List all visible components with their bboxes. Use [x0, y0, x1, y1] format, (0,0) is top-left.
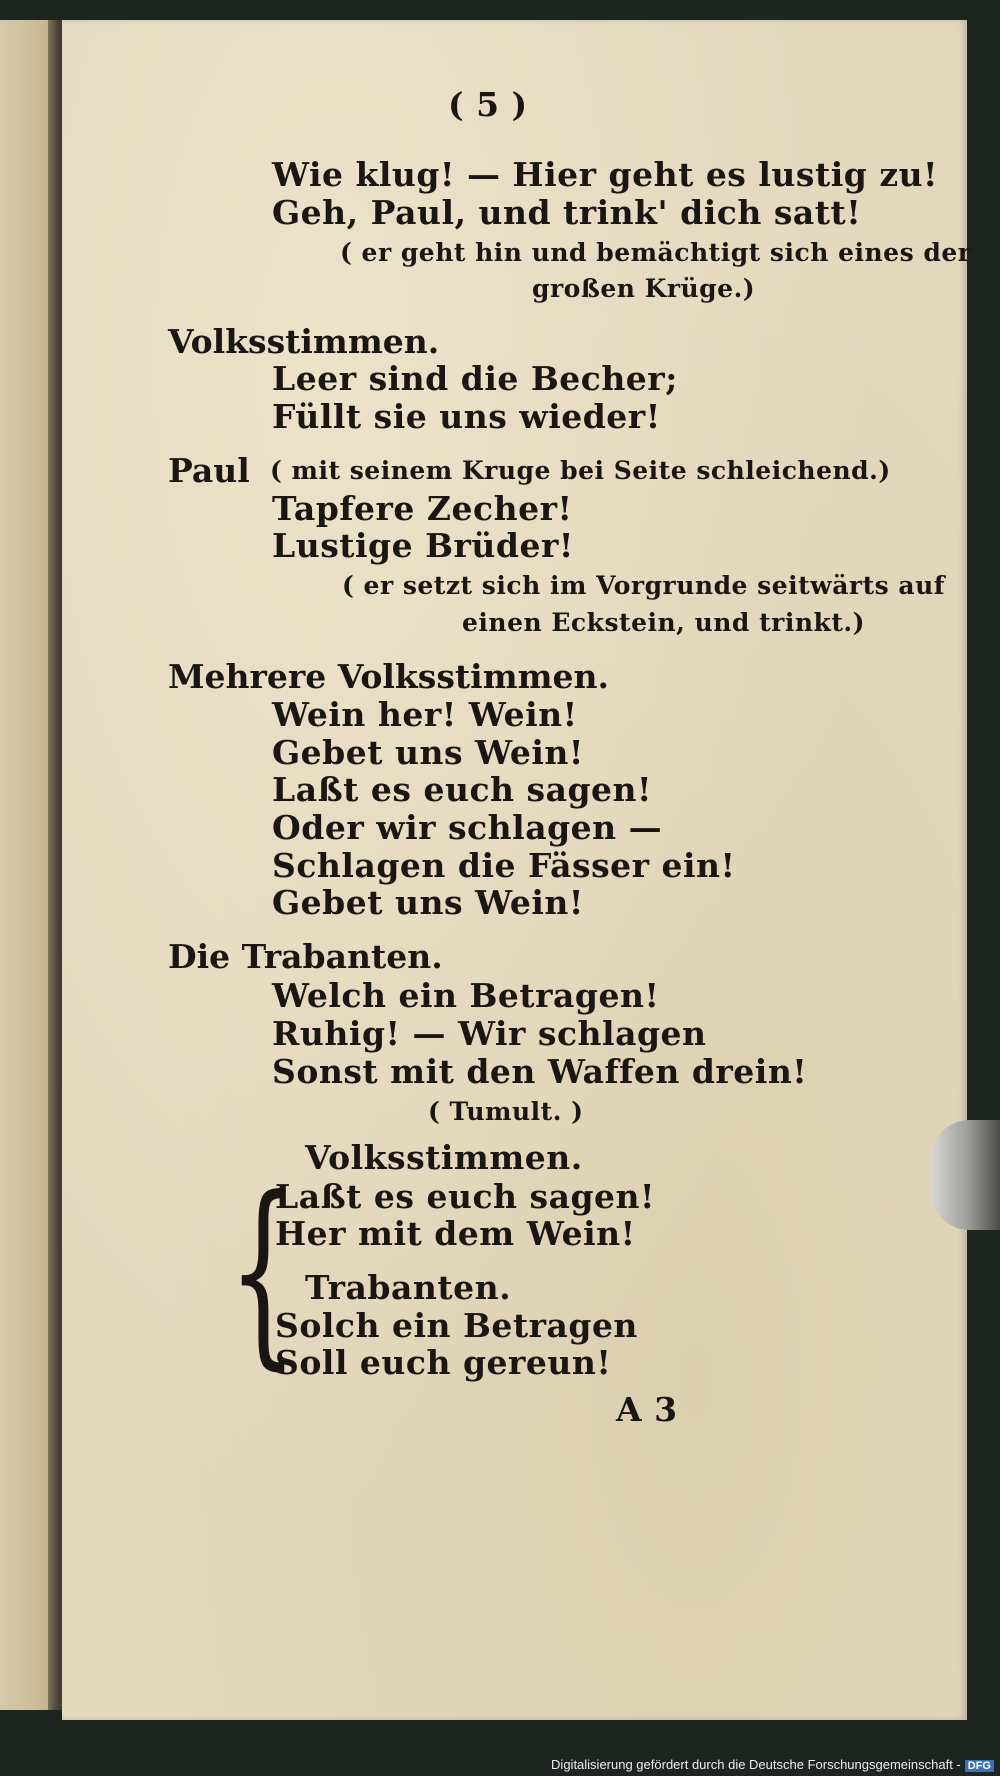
- verse-line: Oder wir schlagen —: [272, 808, 663, 847]
- footer-text: Digitalisierung gefördert durch die Deutsche Forschungsgemeinschaft -: [551, 1757, 961, 1772]
- stage-direction: ( er setzt sich im Vorgrunde seitwärts auf: [342, 571, 946, 600]
- verse-line: Lustige Brüder!: [272, 526, 574, 565]
- verse-line: Gebet uns Wein!: [272, 733, 584, 772]
- speaker-name: Paul: [168, 451, 250, 490]
- verse-line: Füllt sie uns wieder!: [272, 397, 661, 436]
- verse-line: Wie klug! — Hier geht es lustig zu!: [272, 155, 939, 194]
- verse-line: Soll euch gereun!: [275, 1343, 612, 1382]
- stage-direction: großen Krüge.): [532, 274, 756, 303]
- verse-line: Sonst mit den Waffen drein!: [272, 1052, 808, 1091]
- speaker-name: Trabanten.: [305, 1268, 512, 1307]
- stage-direction: ( er geht hin und bemächtigt sich eines der: [340, 238, 972, 267]
- dfg-logo: DFG: [965, 1760, 994, 1772]
- digitization-footer: [551, 1757, 994, 1772]
- verse-line: Her mit dem Wein!: [275, 1214, 636, 1253]
- verse-line: Geh, Paul, und trink' dich satt!: [272, 193, 862, 232]
- speaker-name: Die Trabanten.: [168, 937, 443, 976]
- verse-line: Tapfere Zecher!: [272, 489, 573, 528]
- verse-line: Laßt es euch sagen!: [272, 770, 653, 809]
- verse-line: Ruhig! — Wir schlagen: [272, 1014, 707, 1053]
- signature-mark: A 3: [616, 1390, 678, 1429]
- verse-line: Wein her! Wein!: [272, 695, 578, 734]
- page-clip: [930, 1120, 1000, 1230]
- speaker-name: Volksstimmen.: [168, 322, 440, 361]
- speaker-name: Volksstimmen.: [305, 1138, 583, 1177]
- verse-line: Solch ein Betragen: [275, 1306, 638, 1345]
- stage-direction: ( mit seinem Kruge bei Seite schleichend.): [270, 456, 891, 485]
- verse-line: Welch ein Betragen!: [272, 976, 660, 1015]
- speaker-name: Mehrere Volksstimmen.: [168, 657, 610, 696]
- verse-line: Leer sind die Becher;: [272, 359, 678, 398]
- stage-direction: einen Eckstein, und trinkt.): [462, 608, 865, 637]
- curly-brace: {: [228, 1155, 298, 1388]
- verse-line: Schlagen die Fässer ein!: [272, 846, 736, 885]
- verse-line: Laßt es euch sagen!: [275, 1177, 656, 1216]
- page-number: ( 5 ): [448, 85, 528, 124]
- stage-direction: ( Tumult. ): [428, 1097, 584, 1126]
- verse-line: Gebet uns Wein!: [272, 883, 584, 922]
